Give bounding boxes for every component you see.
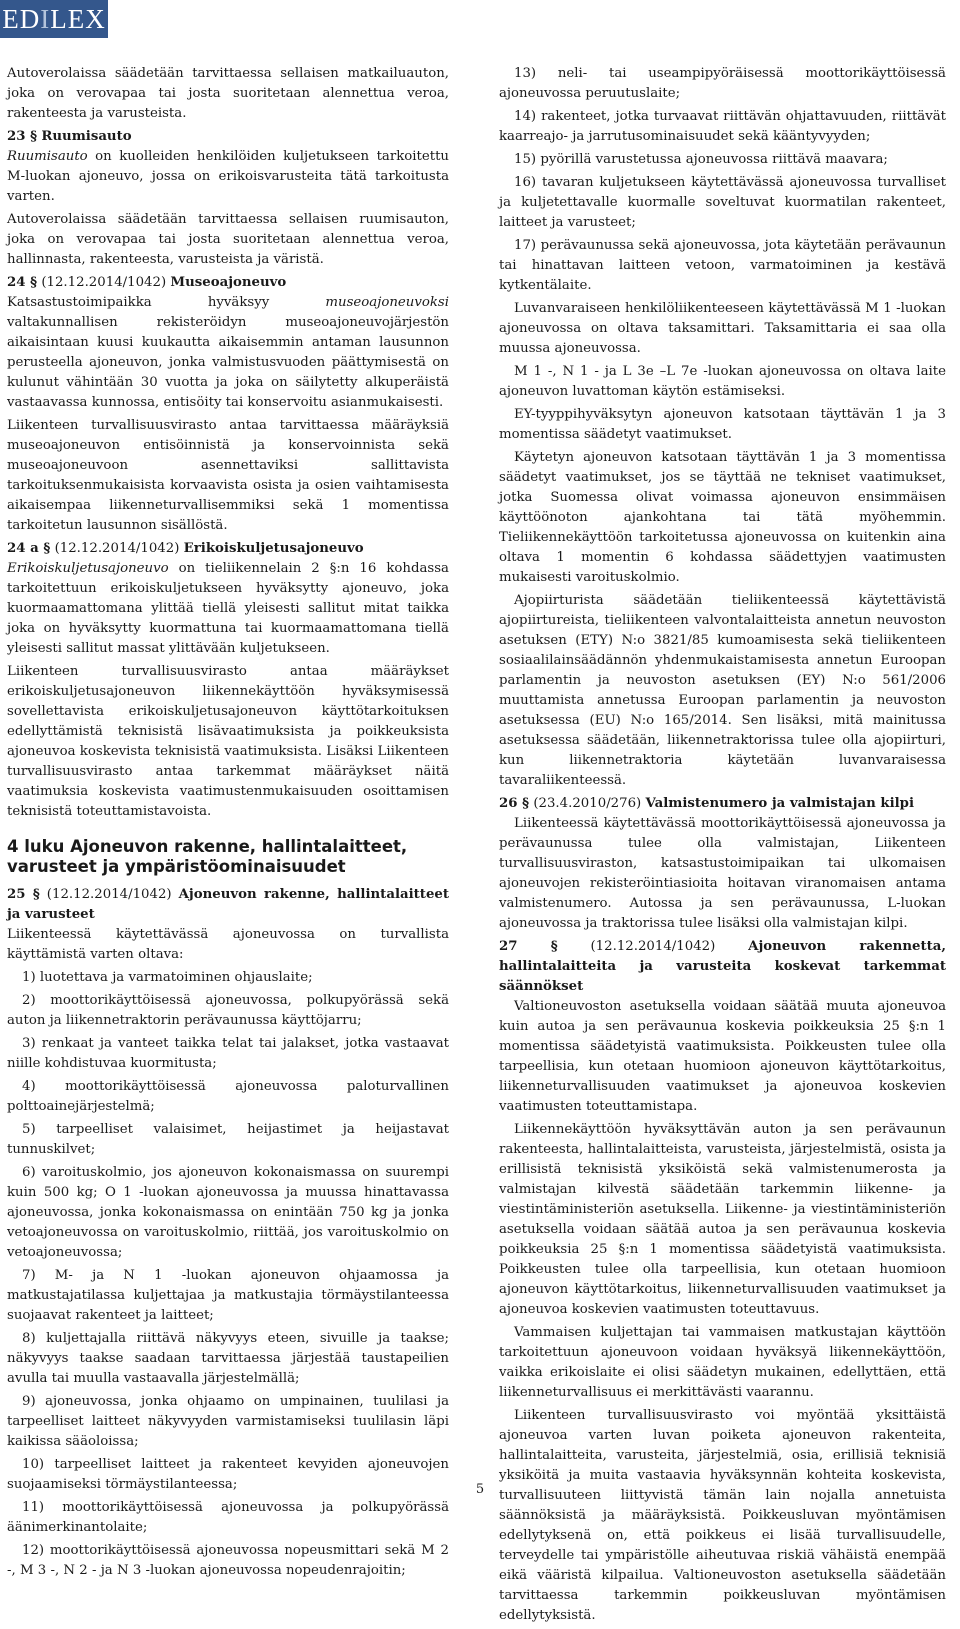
section-number: 24 a § bbox=[7, 541, 51, 556]
paragraph: Liikenteessä käytettävässä ajoneuvossa on turvallista käyttämistä varten oltava: bbox=[7, 927, 449, 962]
section-heading bbox=[7, 273, 449, 293]
amendment-reference: (12.12.2014/1042) bbox=[46, 887, 172, 902]
paragraph bbox=[7, 293, 449, 413]
paragraph: Käytetyn ajoneuvon katsotaan täyttävän 1 ja 3 momentissa säädetyt vaatimukset, jos se täyttää ne tekniset vaatimukset, jotka Suomessa olivat voimassa ajoneuvon ensimmäisen käyttöönoton ajankohtana tai tätä myöhemmin. Tieliikennekäyttöön tarkoitetussa ajoneuvossa on kuitenkin aina oltava 1 momentin 6 kohdassa säädettyjen vaatimusten mukaisesti varoituskolmio. bbox=[499, 450, 946, 585]
section-title: Ruumisauto bbox=[41, 129, 132, 144]
paragraph: Liikenteen turvallisuusvirasto antaa tarvittaessa määräyksiä museoajoneuvon entisöinnistä ja konservoinnista sekä museoajoneuvoon asennettaviksi sallittavista tarkoituksenmukaisista korvaavista osista ja osien vaihtamisesta aikaisempaa liikenneturvallisemmiksi sekä 1 momentissa tarkoitetun lausunnon sisällöstä. bbox=[7, 418, 449, 533]
paragraph: Autoverolaissa säädetään tarvittaessa sellaisen ruumisauton, joka on verovapaa tai josta suoritetaan alennettua veroa, hallinnasta, rakenteesta, varusteista ja väristä. bbox=[7, 212, 449, 267]
paragraph: 9) ajoneuvossa, jonka ohjaamo on umpinainen, tuulilasi ja tarpeelliset laitteet näkyvyyden varmistamiseksi tuulilasin läpi kaikissa sääoloissa; bbox=[7, 1394, 449, 1449]
page-number: 5 bbox=[475, 1482, 485, 1497]
paragraph: M 1 -, N 1 - ja L 3e –L 7e -luokan ajoneuvossa on oltava laite ajoneuvon luvattoman käytön estämiseksi. bbox=[499, 364, 946, 399]
amendment-reference: (12.12.2014/1042) bbox=[41, 275, 167, 290]
paragraph: 6) varoituskolmio, jos ajoneuvon kokonaismassa on suurempi kuin 500 kg; O 1 -luokan ajoneuvossa ja muussa hinattavassa ajoneuvossa, jonka kokonaismassa on enintään 750 kg ja jonka vetoajoneuvossa on varoituskolmio, riittää, jos varoituskolmio on vetoajoneuvossa; bbox=[7, 1165, 449, 1260]
defined-term: museoajoneuvoksi bbox=[325, 295, 449, 310]
paragraph-text: Katsastustoimipaikka hyväksyy bbox=[7, 295, 326, 310]
paragraph: Autoverolaissa säädetään tarvittaessa sellaisen matkailuauton, joka on verovapaa tai josta suoritetaan alennettua veroa, rakenteesta ja varusteista. bbox=[7, 66, 449, 121]
section-title: Ajoneuvon rakennetta, hallintalaitteita ja varusteita koskevat tarkemmat säännökset bbox=[499, 939, 947, 994]
paragraph: 8) kuljettajalla riittävä näkyvyys eteen, sivuille ja taakse; näkyvyys taakse saadaan tarvittaessa järjestää taustapeilien avulla tai muulla vastaavalla järjestelmällä; bbox=[7, 1331, 449, 1386]
amendment-reference: (12.12.2014/1042) bbox=[590, 939, 716, 954]
section-title: Valmistenumero ja valmistajan kilpi bbox=[645, 796, 915, 811]
paragraph: 3) renkaat ja vanteet taikka telat tai jalakset, jotka vastaavat niille kohdistuvaa kuormitusta; bbox=[7, 1036, 449, 1071]
paragraph-text: valtakunnallisen rekisteröidyn museoajoneuvojärjestön aikaisintaan kuusi kuukautta aikaisemmin antaman lausunnon perusteella ajoneuvon, jonka valmistusvuoden päättymisestä on kulunut vähintään 30 vuotta ja joka on säilytetty alkuperäistä vastaavassa kunnossa, entisöity tai konservoitu asianmukaisesti. bbox=[7, 315, 449, 410]
section-heading bbox=[499, 794, 946, 814]
paragraph: Liikenteessä käytettävässä moottorikäyttöisessä ajoneuvossa ja perävaunussa tulee olla valmistajan, Liikenteen turvallisuusviraston, katsastustoimipaikan tai ulkomaisen ajoneuvojen rekisteröintiasioita hoitavan viranomaisen antama valmistenumero. Autossa ja sen perävaunussa, L-luokan ajoneuvossa ja traktorissa tulee lisäksi olla valmistajan kilpi. bbox=[499, 816, 946, 931]
paragraph: Liikennekäyttöön hyväksyttävän auton ja sen perävaunun rakenteesta, hallintalaitteista, varusteista, järjestelmistä, osista ja erillisistä teknisistä yksiköistä sekä valmistenumerosta ja valmistajan kilvestä säädetään tarkemmin liikenne- ja viestintäministeriön asetuksella. Liikenne- ja viestintäministeriön asetuksella voidaan säätää autoa ja sen perävaunua koskevia poikkeuksia 25 §:n 1 momentissa säädetyistä vaatimuksista. Poikkeusten tulee olla tarpeellisia, kun otetaan huomioon ajoneuvon käyttötarkoitus, liikenneturvallisuuden vaatimukset ja ajoneuvoa koskevien vaatimusten toteuttavuus. bbox=[499, 1122, 946, 1317]
section-title: Erikoiskuljetusajoneuvo bbox=[183, 541, 364, 556]
section-number: 23 § bbox=[7, 129, 38, 144]
paragraph: 12) moottorikäyttöisessä ajoneuvossa nopeusmittari sekä M 2 -, M 3 -, N 2 - ja N 3 -luokan ajoneuvossa nopeudenrajoitin; bbox=[7, 1543, 449, 1578]
defined-term: Erikoiskuljetusajoneuvo bbox=[7, 561, 169, 576]
paragraph bbox=[7, 147, 449, 207]
section-number: 27 § bbox=[499, 939, 558, 954]
section-number: 24 § bbox=[7, 275, 38, 290]
chapter-heading: 4 luku Ajoneuvon rakenne, hallintalaitteet, varusteet ja ympäristöominaisuudet bbox=[7, 837, 408, 876]
paragraph: 10) tarpeelliset laitteet ja rakenteet kevyiden ajoneuvojen suojaamiseksi törmäystilanteessa; bbox=[7, 1457, 449, 1492]
logo-text: EDILEX bbox=[2, 3, 106, 34]
paragraph: Valtioneuvoston asetuksella voidaan säätää muuta ajoneuvoa kuin autoa ja sen perävaunua koskevia poikkeuksia 25 §:n 1 momentissa säädetyistä vaatimuksista. Poikkeusten tulee olla tarpeellisia, kun otetaan huomioon ajoneuvon käyttötarkoitus, liikenneturvallisuuden vaatimukset ja ajoneuvoa koskevien vaatimusten toteuttamistapa. bbox=[499, 999, 946, 1114]
section-heading bbox=[7, 127, 449, 147]
paragraph: 7) M- ja N 1 -luokan ajoneuvon ohjaamossa ja matkustajatilassa kuljettajaa ja matkustajia törmäystilanteessa suojaavat rakenteet ja laitteet; bbox=[7, 1268, 449, 1323]
paragraph: 14) rakenteet, jotka turvaavat riittävän ohjattavuuden, riittävät kaarreajo- ja jarrutusominaisuudet sekä kääntyvyyden; bbox=[499, 109, 946, 144]
amendment-reference: (23.4.2010/276) bbox=[533, 796, 642, 811]
section-number: 25 § bbox=[7, 887, 40, 902]
left-column bbox=[7, 64, 449, 1584]
paragraph: Luvanvaraiseen henkilöliikenteeseen käytettävässä M 1 -luokan ajoneuvossa on oltava taksamittari. Taksamittaria ei saa olla muussa ajoneuvossa. bbox=[499, 301, 946, 356]
paragraph: 17) perävaunussa sekä ajoneuvossa, jota käytetään perävaunun tai hinattavan laitteen vetoon, varmatoiminen ja kestävä kytkentälaite. bbox=[499, 238, 946, 293]
paragraph: 5) tarpeelliset valaisimet, heijastimet ja heijastavat tunnuskilvet; bbox=[7, 1122, 449, 1157]
paragraph: Liikenteen turvallisuusvirasto antaa määräykset erikoiskuljetusajoneuvon liikennekäyttöön hyväksymisessä sovellettavista erikoiskuljetusajoneuvon käyttötarkoituksen edellyttämistä teknisistä lisävaatimuksista ja poikkeuksista ajoneuvoa koskevista teknisistä vaatimuksista. Lisäksi Liikenteen turvallisuusvirasto antaa tarkemmat määräykset näitä vaatimuksia koskevista vaatimustenmukaisuuden osoittamisen teknisistä toteuttamistavoista. bbox=[7, 664, 449, 819]
paragraph: 1) luotettava ja varmatoiminen ohjauslaite; bbox=[22, 970, 313, 985]
paragraph: 2) moottorikäyttöisessä ajoneuvossa, polkupyörässä sekä auton ja liikennetraktorin perävaunussa käyttöjarru; bbox=[7, 993, 449, 1028]
paragraph-text: on tieliikennelain 2 §:n 16 kohdassa tarkoitettuun erikoiskuljetukseen hyväksytty ajoneuvo, joka kuormaamattomana ylittää tiellä yleisesti sallitut mitat taikka joka on hyväksytty kuormattuna tai kuormaamattomana tiellä yleisesti sallitut massat ylittävään kuljetukseen. bbox=[7, 561, 449, 656]
section-heading bbox=[7, 539, 449, 559]
paragraph: 15) pyörillä varustetussa ajoneuvossa riittävä maavara; bbox=[514, 152, 888, 167]
paragraph-text: on kuolleiden henkilöiden kuljetukseen tarkoitettu M-luokan ajoneuvo, jossa on erikoisvarusteita tätä tarkoitusta varten. bbox=[7, 149, 449, 204]
section-number: 26 § bbox=[499, 796, 530, 811]
paragraph: Ajopiirturista säädetään tieliikenteessä käytettävistä ajopiirtureista, tieliikenteen valvontalaitteista annetun neuvoston asetuksen (ETY) N:o 3821/85 kumoamisesta sekä tieliikenteen sosiaalilainsäädännön yhdenmukaistamisesta annetun Euroopan parlamentin ja neuvoston asetuksen (EY) N:o 561/2006 muuttamista annetussa Euroopan parlamentin ja neuvoston asetuksessa (EU) N:o 165/2014. Sen lisäksi, mitä mainitussa asetuksessa säädetään, liikennetraktorissa tulee olla ajopiirturi, kun liikennetraktoria käytetään luvanvaraisessa tavaraliikenteessä. bbox=[499, 593, 946, 788]
defined-term: Ruumisauto bbox=[7, 149, 88, 164]
edilex-logo[interactable] bbox=[0, 0, 108, 38]
paragraph: 16) tavaran kuljetukseen käytettävässä ajoneuvossa turvalliset ja kuljetettavalle kuormalle soveltuvat kuormatilan rakenteet, laitteet ja varusteet; bbox=[499, 175, 946, 230]
right-column bbox=[499, 64, 946, 1629]
section-heading bbox=[7, 885, 449, 925]
paragraph: 11) moottorikäyttöisessä ajoneuvossa ja polkupyörässä äänimerkinantolaite; bbox=[7, 1500, 449, 1535]
paragraph: Liikenteen turvallisuusvirasto voi myöntää yksittäistä ajoneuvoa varten luvan poiketa ajoneuvon rakenteita, hallintalaitteita, varusteita, järjestelmiä, osia, erillisiä teknisiä yksiköitä ja muita vastaavia hyväksynnän kohteita koskevista, turvallisuuteen liittyvistä tämän lain nojalla annetuista säännöksistä ja määräyksistä. Poikkeusluvan myöntämisen edellytyksenä on, että poikkeus ei lisää turvallisuudelle, terveydelle tai ympäristölle aiheutuvaa riskiä vähäistä enempää eikä vääristä kilpailua. Valtioneuvoston asetuksella säädetään tarvittaessa tarkemmin poikkeusluvan myöntämisen edellytyksistä. bbox=[499, 1408, 946, 1623]
paragraph: 4) moottorikäyttöisessä ajoneuvossa paloturvallinen polttoainejärjestelmä; bbox=[7, 1079, 449, 1114]
paragraph: Vammaisen kuljettajan tai vammaisen matkustajan käyttöön tarkoitettuun ajoneuvoon voidaan hyväksyä liikennekäyttöön, vaikka erikoislaite ei olisi säädetyn mukainen, edellyttäen, että liikenneturvallisuus ei merkittävästi vaarannu. bbox=[499, 1325, 946, 1400]
paragraph: EY-tyyppihyväksytyn ajoneuvon katsotaan täyttävän 1 ja 3 momentissa säädetyt vaatimukset. bbox=[499, 407, 946, 442]
paragraph bbox=[7, 559, 449, 659]
section-title: Ajoneuvon rakenne, hallintalaitteet ja varusteet bbox=[7, 887, 450, 922]
paragraph: 13) neli- tai useampipyöräisessä moottorikäyttöisessä ajoneuvossa peruutuslaite; bbox=[499, 66, 946, 101]
section-heading bbox=[499, 937, 946, 997]
section-title: Museoajoneuvo bbox=[170, 275, 287, 290]
amendment-reference: (12.12.2014/1042) bbox=[54, 541, 180, 556]
